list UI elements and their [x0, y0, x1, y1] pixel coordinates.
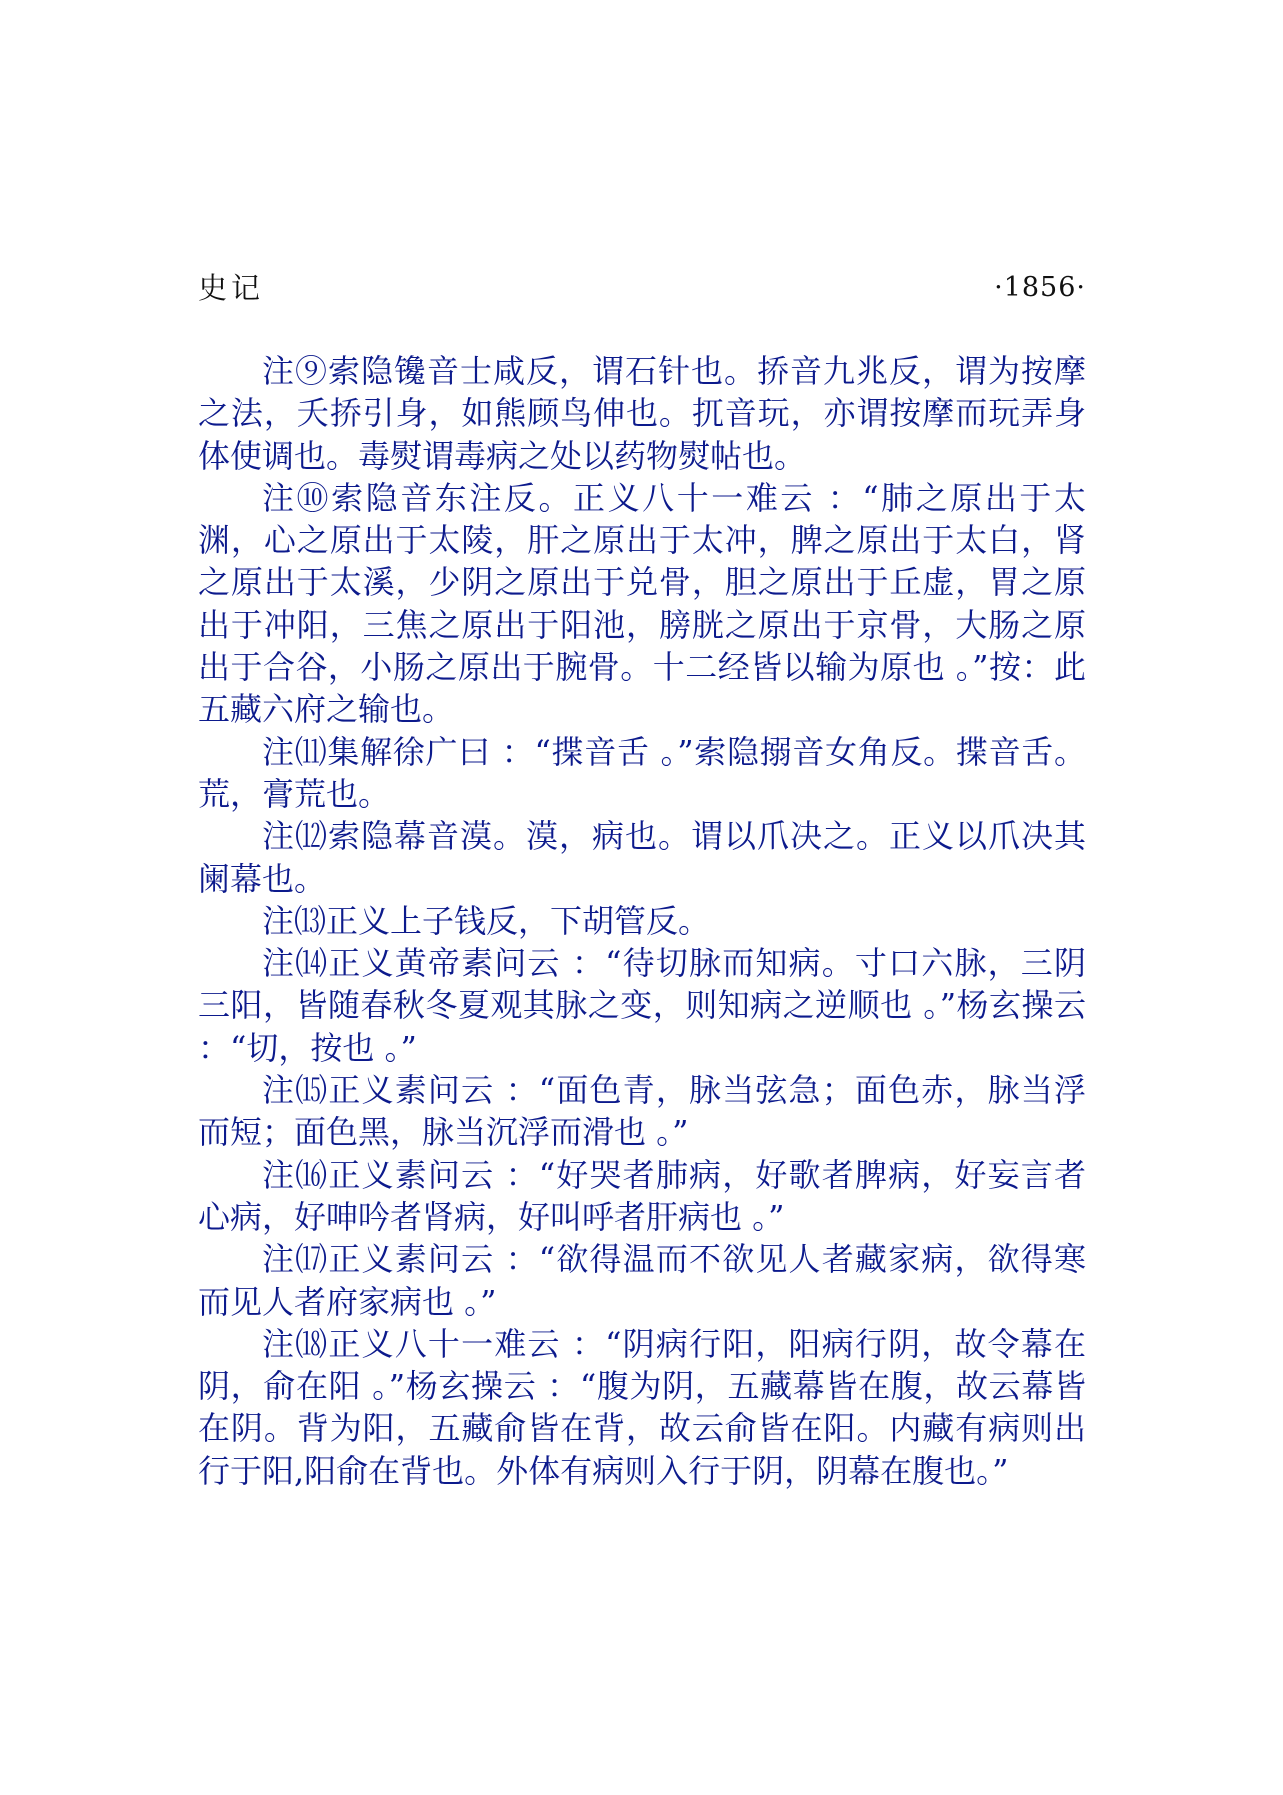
note-15: 注⒂正义素问云 ：“面色青，脉当弦急；面色赤，脉当浮而短；面色黑，脉当沉浮而滑也 。” — [198, 1071, 1086, 1152]
page-header — [198, 268, 1086, 308]
note-9: 注⑨索隐镵音士咸反，谓石针也。挢音九兆反，谓为按摩之法，夭挢引身，如熊顾鸟伸也。扤音玩，亦谓按摩而玩弄身体使调也。毒熨谓毒病之处以药物熨帖也。 — [198, 352, 1086, 475]
page-number: ·1856· — [994, 272, 1086, 303]
note-17: 注⒄正义素问云 ：“欲得温而不欲见人者藏家病，欲得寒而见人者府家病也 。” — [198, 1240, 1086, 1321]
note-12: 注⑿索隐幕音漠。漠，病也。谓以爪决之。正义以爪决其阑幕也。 — [198, 817, 1086, 898]
book-title: 史记 — [198, 271, 265, 305]
note-11: 注⑾集解徐广曰 ：“揲音舌 。”索隐搦音女角反。揲音舌。荒，膏荒也。 — [198, 732, 1086, 813]
note-16: 注⒃正义素问云 ：“好哭者肺病，好歌者脾病，好妄言者心病，好呻吟者肾病，好叫呼者肝病也 。” — [198, 1155, 1086, 1236]
note-14: 注⒁正义黄帝素问云 ：“待切脉而知病。寸口六脉，三阴三阳，皆随春秋冬夏观其脉之变，则知病之逆顺也 。”杨玄操云 ：“切，按也 。” — [198, 944, 1097, 1067]
note-18: 注⒅正义八十一难云 ：“阴病行阳，阳病行阴，故令幕在阴，俞在阳 。”杨玄操云 ：“腹为阴，五藏幕皆在腹，故云幕皆在阴。背为阳，五藏俞皆在背，故云俞皆在阳。内藏有病则出行于阳,阳俞在背也。外体有病则入行于阴，阴幕在腹也。” — [198, 1324, 1086, 1490]
note-10: 注⑩索隐音东注反。正义八十一难云 ：“肺之原出于太渊，心之原出于太陵，肝之原出于太冲，脾之原出于太白，肾之原出于太溪，少阴之原出于兑骨，胆之原出于丘虚，胃之原出于冲阳，三焦之原出于阳池，膀胱之原出于京骨，大肠之原出于合谷，小肠之原出于腕骨。十二经皆以输为原也 。”按：此五藏六府之输也。 — [198, 478, 1086, 729]
note-13: 注⒀正义上子钱反，下胡管反。 — [262, 901, 711, 940]
annotation-body — [198, 350, 1097, 1492]
